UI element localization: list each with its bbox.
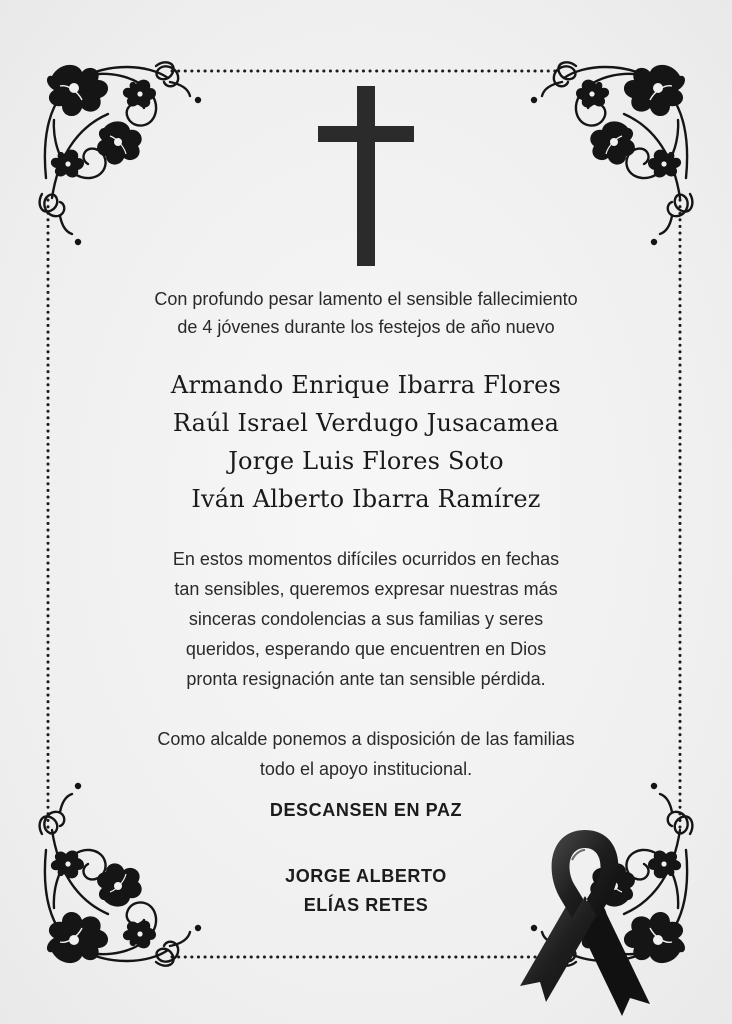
signature-line: JORGE ALBERTO (285, 866, 447, 886)
body-line: sinceras condolencias a sus familias y seres (188, 609, 544, 629)
deceased-name: Jorge Luis Flores Soto (228, 447, 504, 475)
support-line: todo el apoyo institucional. (259, 759, 473, 779)
condolence-paragraph (66, 544, 666, 694)
body-line: tan sensibles, queremos expresar nuestras más (174, 579, 558, 599)
deceased-name: Iván Alberto Ibarra Ramírez (191, 485, 541, 513)
deceased-name: Armando Enrique Ibarra Flores (170, 371, 562, 399)
deceased-names (66, 366, 666, 518)
rest-in-peace-heading: DESCANSEN EN PAZ (269, 800, 463, 820)
support-paragraph (66, 724, 666, 784)
intro-paragraph (66, 285, 666, 341)
deceased-name: Raúl Israel Verdugo Jusacamea (172, 409, 560, 437)
intro-line: Con profundo pesar lamento el sensible fallecimiento (154, 289, 578, 309)
body-line: En estos momentos difíciles ocurridos en fechas (172, 549, 560, 569)
body-line: queridos, esperando que encuentren en Dios (185, 639, 547, 659)
support-line: Como alcalde ponemos a disposición de las familias (157, 729, 575, 749)
intro-line: de 4 jóvenes durante los festejos de año nuevo (177, 317, 555, 337)
body-line: pronta resignación ante tan sensible pérdida. (186, 669, 546, 689)
cross-icon (318, 86, 414, 266)
mourning-ribbon-icon (510, 826, 660, 1016)
signature-line: ELÍAS RETES (303, 895, 429, 915)
